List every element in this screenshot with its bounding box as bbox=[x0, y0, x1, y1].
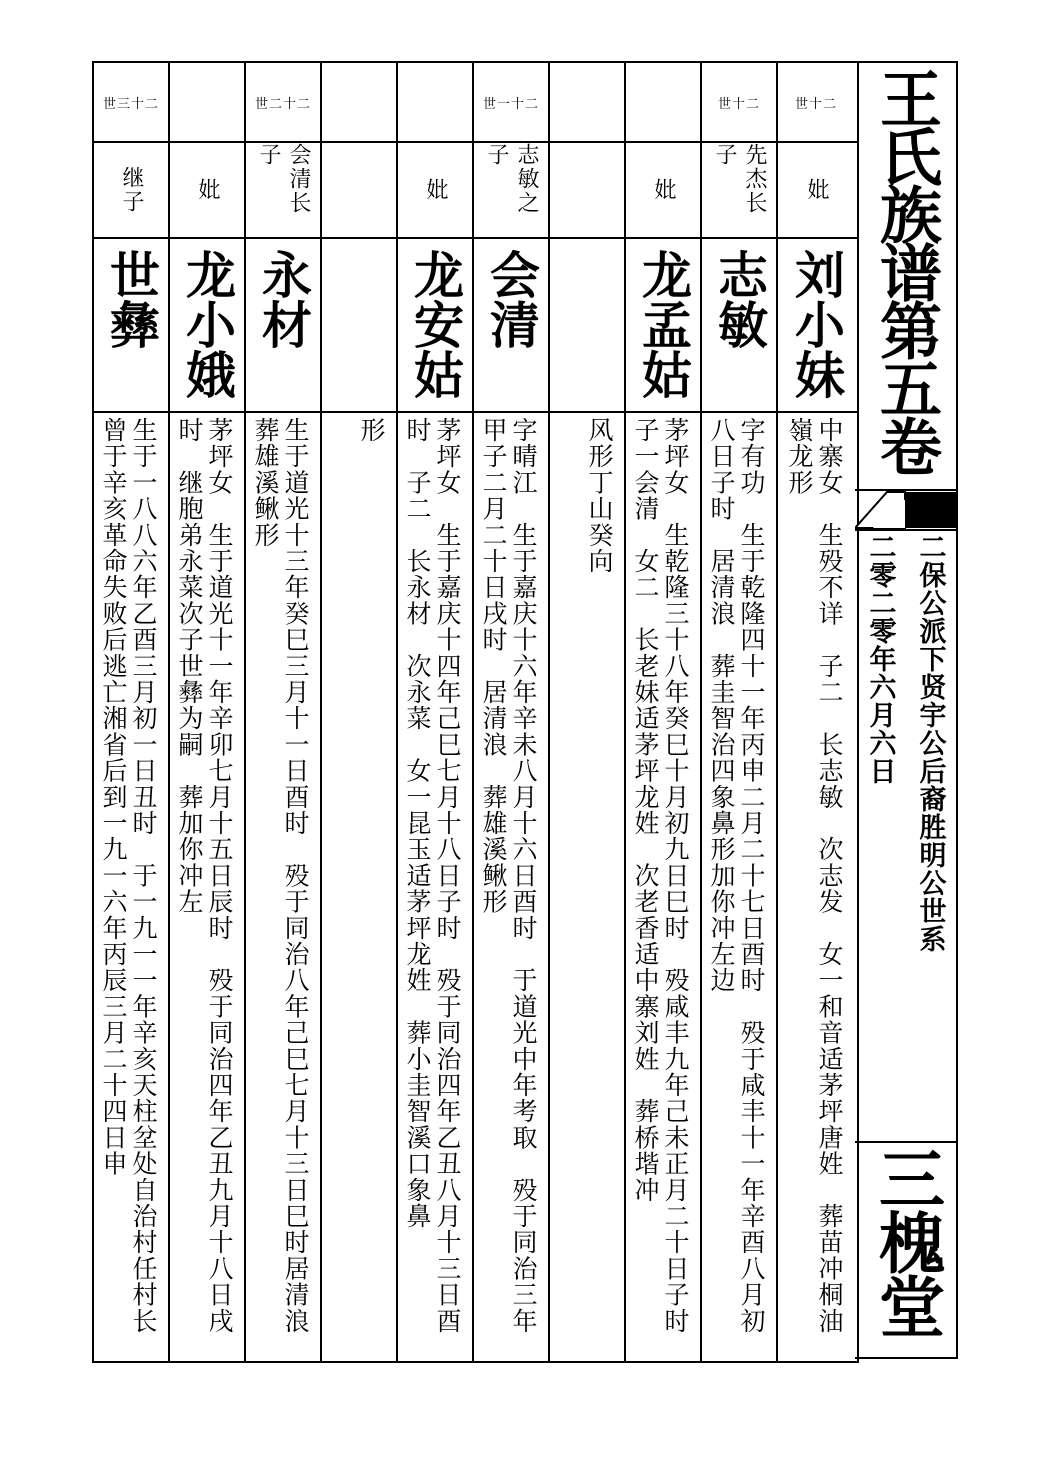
biography-text: 字有功 生于乾隆四十一年丙申二月二十七日酉时 殁于咸丰十一年辛酉八月初八日子时 居清浪 葬圭智治四象鼻形加你冲左边 bbox=[707, 417, 766, 1334]
person-name: 永材 bbox=[254, 249, 312, 349]
person-name: 世彝 bbox=[102, 249, 160, 349]
title-panel bbox=[855, 61, 958, 1359]
biography-text: 茅坪女 生于嘉庆十四年己巳七月十八日子时 殁于同治四年乙丑八月十三日酉时 子二 长永材 次永菜 女一昆玉适茅坪龙姓 葬小圭智溪口象鼻 bbox=[403, 417, 462, 1334]
hall-divider bbox=[855, 1141, 956, 1143]
lineage-subtitle: 二保公派下贤宇公后裔胜明公世系 bbox=[914, 533, 946, 953]
biography-text: 风形丁山癸向 bbox=[585, 417, 614, 575]
relation-label: 妣 bbox=[651, 178, 676, 202]
publication-date: 二零二零年六月六日 bbox=[864, 533, 896, 785]
column-6 bbox=[398, 63, 474, 1361]
column-4 bbox=[550, 63, 626, 1361]
biography-text: 中寨女 生殁不详 子二 长志敏 次志发 女一和音适茅坪唐姓 葬苗冲桐油嶺龙形 bbox=[785, 417, 844, 1334]
person-name: 龙安姑 bbox=[406, 249, 464, 399]
biography-text: 字晴江 生于嘉庆十六年辛未八月十六日酉时 于道光中年考取 殁于同治三年甲子二月二十日戌时 居清浪 葬雄溪鳅形 bbox=[479, 417, 538, 1334]
person-name: 刘小妹 bbox=[787, 249, 845, 399]
relation-label: 会清长子 bbox=[256, 143, 311, 215]
biography-text: 生于道光十三年癸巳三月十一日酉时 殁于同治八年己巳七月十三日巳时居清浪 葬雄溪鳅形 bbox=[251, 417, 310, 1361]
person-name: 龙小娥 bbox=[178, 249, 236, 399]
column-3 bbox=[626, 63, 702, 1361]
relation-label: 继子 bbox=[119, 166, 144, 214]
biography-text: 生于一八八六年乙酉三月初一日丑时 于一九一一年辛亥天柱坌处自治村任村长 曾于辛亥革命失败后逃亡湘省后到一九一六年丙辰三月二十四日申 bbox=[99, 417, 158, 1361]
generation-label: 世二十二 bbox=[254, 96, 311, 112]
column-10 bbox=[94, 63, 170, 1361]
genealogy-grid bbox=[92, 61, 859, 1363]
relation-label: 志敏之子 bbox=[484, 143, 539, 215]
person-name: 龙孟姑 bbox=[634, 249, 692, 399]
column-7 bbox=[322, 63, 398, 1361]
person-name: 志敏 bbox=[710, 249, 768, 349]
hall-name: 三槐堂 bbox=[867, 1145, 945, 1337]
generation-label: 世三十二 bbox=[102, 96, 159, 112]
genealogy-page bbox=[92, 61, 958, 1361]
column-1 bbox=[778, 63, 854, 1361]
relation-label: 妣 bbox=[195, 178, 220, 202]
biography-text: 茅坪女 生乾隆三十八年癸巳十月初九日巳时 殁咸丰九年己未正月二十日子时 子一会清 女二 长老妹适茅坪龙姓 次老香适中寨刘姓 葬桥堦冲 bbox=[631, 417, 690, 1361]
generation-label: 世一十二 bbox=[482, 96, 539, 112]
generation-label: 世十二 bbox=[794, 96, 837, 112]
column-9 bbox=[170, 63, 246, 1361]
person-name: 会清 bbox=[482, 249, 540, 349]
ribbon-ornament bbox=[855, 488, 956, 532]
column-5 bbox=[474, 63, 550, 1361]
book-title: 王氏族谱第五卷 bbox=[869, 67, 943, 473]
generation-label: 世十二 bbox=[717, 96, 760, 112]
relation-label: 先杰长子 bbox=[712, 143, 767, 215]
column-8 bbox=[246, 63, 322, 1361]
biography-text: 茅坪女 生于道光十一年辛卯七月十五日辰时 殁于同治四年乙丑九月十八日戌时 继胞弟永菜次子世彝为嗣 葬加你冲左 bbox=[175, 417, 234, 1334]
relation-label: 妣 bbox=[804, 178, 829, 202]
column-2 bbox=[702, 63, 778, 1361]
relation-label: 妣 bbox=[423, 178, 448, 202]
biography-text: 形 bbox=[357, 417, 386, 444]
